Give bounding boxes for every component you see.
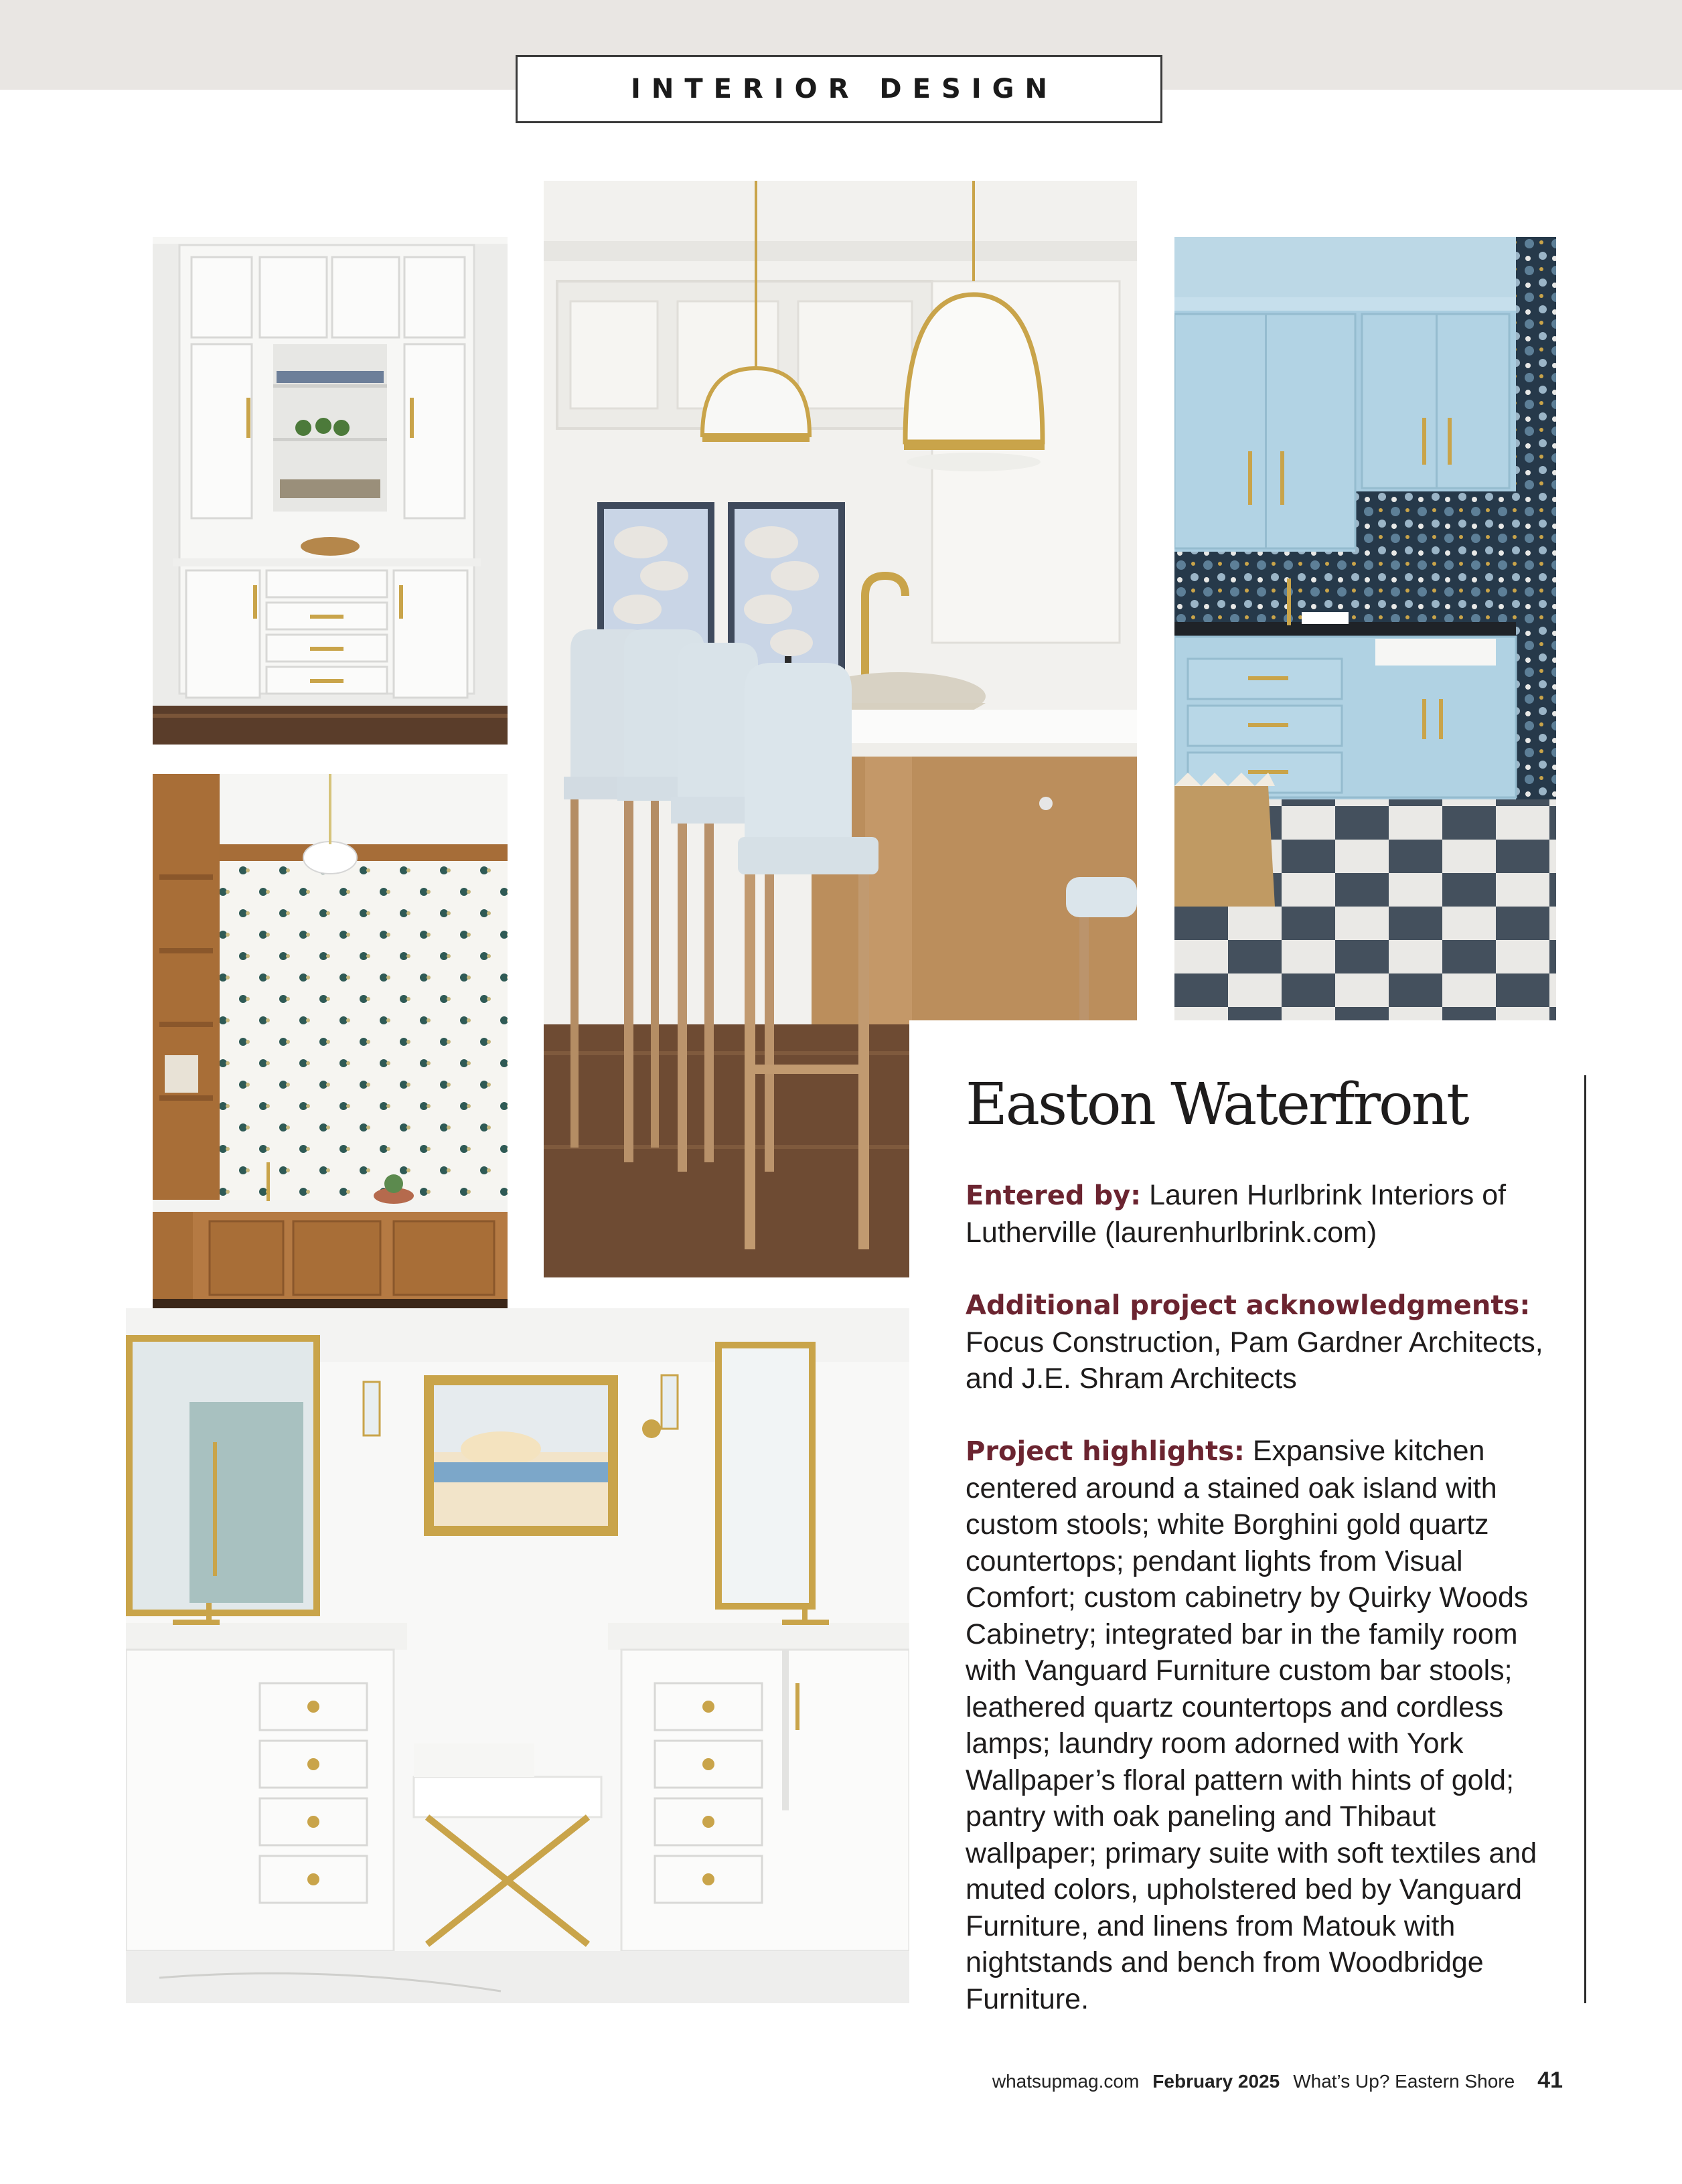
highlights-label: Project highlights: [966,1436,1245,1467]
footer-issue: February 2025 [1152,2071,1280,2092]
page-footer [992,2068,1563,2108]
photo-pantry [153,774,508,1359]
acknowledgments-paragraph [966,1287,1555,1397]
page-number: 41 [1537,2068,1563,2093]
photo-primary-bath [126,1308,909,2003]
photo-laundry-room [1174,237,1556,1020]
section-label: INTERIOR DESIGN [631,74,1058,104]
entered-by-paragraph [966,1177,1555,1251]
footer-site: whatsupmag.com [992,2071,1140,2092]
section-header [516,55,1162,123]
highlights-paragraph [966,1433,1555,2017]
entered-by-text: Lauren Hurlbrink Interiors of Lutherville (laurenhurlbrink.com) [966,1179,1507,1249]
footer-publication: What’s Up? Eastern Shore [1293,2071,1515,2092]
acknowledgments-text: Focus Construction, Pam Gardner Architects, and J.E. Shram Architects [966,1326,1543,1395]
highlights-text: Expansive kitchen centered around a stained oak island with custom stools; white Borghini gold quartz countertops; pendant lights from Visual Comfort; custom cabinetry by Quirky Woods Cabinetry; integrated bar in the family room with Vanguard Furniture custom bar stools; leathered quartz countertops and cordless lamps; laundry room adorned with York Wallpaper’s floral pattern with hints of gold; pantry with oak paneling and Thibaut wallpaper; primary suite with soft textiles and muted colors, upholstered bed by Vanguard Furniture, and linens from Matouk with nightstands and bench from Woodbridge Furniture. [966,1435,1537,2015]
entered-by-label: Entered by: [966,1180,1142,1211]
acknowledgments-label: Additional project acknowledgments: [966,1290,1531,1321]
article-title: Easton Waterfront [966,1071,1468,1138]
photo-white-cabinet [153,237,508,745]
column-divider [1584,1075,1586,2003]
